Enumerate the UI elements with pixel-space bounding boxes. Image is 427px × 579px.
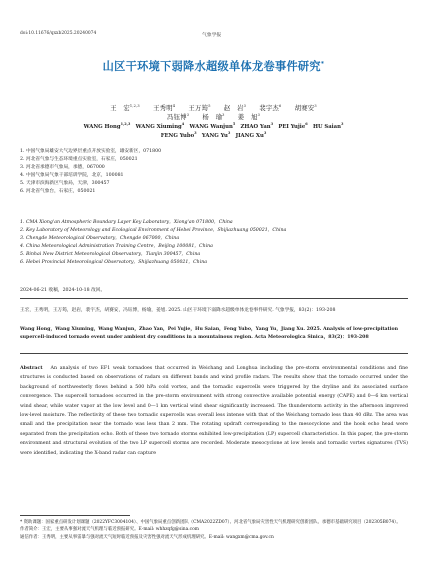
footnote-divider <box>20 515 130 516</box>
affiliation-zh-item: 3. 河北省承德市气象局，承德，067000 <box>20 164 105 170</box>
paper-title-text: 山区干环境下弱降水超级单体龙卷事件研究 <box>102 60 321 73</box>
journal-name: 气象学报 <box>202 33 222 38</box>
author-affiliation-mark: 1,2,3 <box>120 122 131 126</box>
divider-top <box>20 298 408 299</box>
affiliation-en-item: 3. Chengde Meteorological Observatory，Chengde 067000，China <box>20 235 180 241</box>
abstract <box>20 364 408 458</box>
abstract-label: Abstract <box>20 366 43 371</box>
citation-zh: 王宏，王秀明，王万筠，赵岩，裴宇杰，胡赛安，冯钰博，杨瑜，姜旭. 2025. 山区干环境下弱降水超级单体龙卷事件研究. 气象学报，83(2)：193-208 <box>20 308 336 313</box>
title-footnote-mark: * <box>320 60 325 68</box>
affiliations-zh <box>20 148 410 195</box>
authors-zh-line1 <box>0 103 427 112</box>
author-name: FENG Yubo <box>160 132 195 139</box>
affiliation-en-item: 2. Key Laboratory of Meteorology and Ecological Environment of Hebei Province，Shijiazhuang 050021，China <box>20 227 287 233</box>
author-affiliation-mark: 3 <box>227 131 231 135</box>
author-name: 胡赛安 <box>294 104 315 112</box>
author-affiliation-mark: 6 <box>279 103 282 108</box>
author-name: 冯钰博 <box>166 113 187 121</box>
affiliation-zh-item: 2. 河北省气象与生态环境重点实验室，石家庄，050021 <box>20 156 138 162</box>
paper-title <box>0 58 427 74</box>
author-affiliation-mark: 3 <box>222 112 225 117</box>
doi-text: doi:10.11676/qxxb2025.20240074 <box>20 31 97 36</box>
author-name: WANG Wanjun <box>189 123 233 130</box>
affiliations-en <box>20 219 410 266</box>
author-name: WANG Hong <box>83 123 121 130</box>
author-name: WANG Xiuming <box>135 123 182 130</box>
author-name: 赵 岩 <box>223 104 244 112</box>
footnote-item: 作者简介：王宏，主要从事强对流天气机理与临近预报研究。E-mail: whhzqfg@sina.com <box>20 527 199 533</box>
author-affiliation-mark: 6 <box>305 122 308 126</box>
affiliation-en-item: 5. Binhai New District Meteorological Observatory，Tianjin 300457，China <box>20 251 201 257</box>
authors-en-line1 <box>0 122 427 130</box>
author-affiliation-mark: 3 <box>270 122 274 126</box>
footnote-item: * 资助课题：国家重点研发计划课题（2022YFC3004104）、中国气象局重点创新团队（CMA2022ZD07）、河北省气象局灾害性天气机理研究创新团队、承德市基础研究项目（202305B074）。 <box>20 520 401 525</box>
footnote-item: 通信作者：王秀明，主要从事雷暴与强对流天气短时临近预报及灾害性强对流天气形成机理研究。E-mail: wangxm@cma.gov.cn <box>20 534 274 540</box>
author-name: 姜 旭 <box>237 113 258 121</box>
abstract-body: An analysis of two EF1 weak tornadoes that occurred in Weichang and Longhua including the pre-storm environmental conditions and fine structures is conducted based on observations of radars on different bands and wind profile radars. The results show that the tornado occurred under the background of northwesterly flows behind a 500 hPa cold vortex, and the tornadic supercells were triggered by the dryline and its associated surface convergence. The supercell tornadoes occurred in the pre-storm environment with strong convective available potential energy (CAPE) and 0—6 km vertical wind shear, while water vapor at the low level and 0—1 km vertical wind shear significantly increased. The thunderstorm activity in the afternoon improved low-level moisture. The reflectivity of these two tornadic supercells was overall less intense with that of the Weichang tornado less than 40 dBz. The area was small and the precipitation near the tornado was less than 2 mm. The rotating updraft corresponding to the mesocyclone and the hook echo head were separated from the precipitation echo. Both of these two tornado storms exhibited low-precipitation (LP) supercell characteristics. In this paper, the pre-storm environment and structural evolution of the two LP supercell storms are recorded. Moderate mesocyclone at low levels and tornadic vortex signatures (TVS) were identified, indicating the X-band radar can capture <box>20 366 408 456</box>
author-affiliation-mark: 3 <box>257 112 261 117</box>
authors-zh-line2 <box>0 112 427 121</box>
author-name: 裴宇杰 <box>259 104 280 112</box>
author-name: 王秀明 <box>153 104 173 112</box>
author-name: 杨 瑜 <box>202 113 223 121</box>
author-name: JIANG Xu <box>235 132 264 139</box>
author-name: 王 宏 <box>110 104 130 112</box>
affiliation-en-item: 4. China Meteorological Administration Training Centre，Beijing 100081，China <box>20 243 213 249</box>
author-affiliation-mark: 3 <box>263 131 267 135</box>
author-name: HU Saian <box>312 123 341 130</box>
author-affiliation-mark: 3 <box>186 112 190 117</box>
authors-en-line2 <box>0 131 427 139</box>
author-affiliation-mark: 5 <box>208 103 211 108</box>
author-affiliation-mark: 3 <box>340 122 344 126</box>
author-affiliation-mark: 4 <box>181 122 185 126</box>
author-name: 王万筠 <box>188 104 209 112</box>
affiliation-zh-item: 4. 中国气象局气象干部培训学院，北京，100081 <box>20 172 124 178</box>
citation-en: Wang Hong，Wang Xiuming，Wang Wanjun，Zhao Yan，Pei Yujie，Hu Saian，Feng Yubo，Yang Yu，Jiang Xu. 2025. Analysis of low-precipitation supercell-induced tornado event under ambient dry conditions in a mountainous region. Acta Meteorologica Sinica，83(2)：193-208 <box>20 327 399 340</box>
footnotes <box>20 519 408 541</box>
author-affiliation-mark: 3 <box>243 103 247 108</box>
author-affiliation-mark: 3 <box>194 131 197 135</box>
author-affiliation-mark: 1,2,3 <box>129 103 140 108</box>
affiliation-zh-item: 1. 中国气象局雄安大气边界层重点开放实验室，雄安新区，071800 <box>20 149 162 154</box>
author-name: PEI Yujie <box>278 123 306 130</box>
affiliation-zh-item: 5. 天津市滨海新区气象局，天津，300457 <box>20 180 110 186</box>
received-dates: 2024-06-21 收稿，2024-10-18 改回。 <box>20 288 106 293</box>
author-name: ZHAO Yan <box>240 123 271 130</box>
author-affiliation-mark: 4 <box>172 103 176 108</box>
author-name: YANG Yu <box>201 132 228 139</box>
author-affiliation-mark: 3 <box>314 103 317 108</box>
affiliation-en-item: 6. Hebei Provincial Meteorological Observatory，Shijiazhuang 050021，China <box>20 259 208 265</box>
divider-middle <box>20 353 408 354</box>
affiliation-zh-item: 6. 河北省气象台，石家庄，050021 <box>20 188 96 194</box>
affiliation-en-item: 1. CMA Xiong'an Atmospheric Boundary Layer Key Laboratory，Xiong'an 071800，China <box>20 220 233 225</box>
author-affiliation-mark: 5 <box>232 122 236 126</box>
